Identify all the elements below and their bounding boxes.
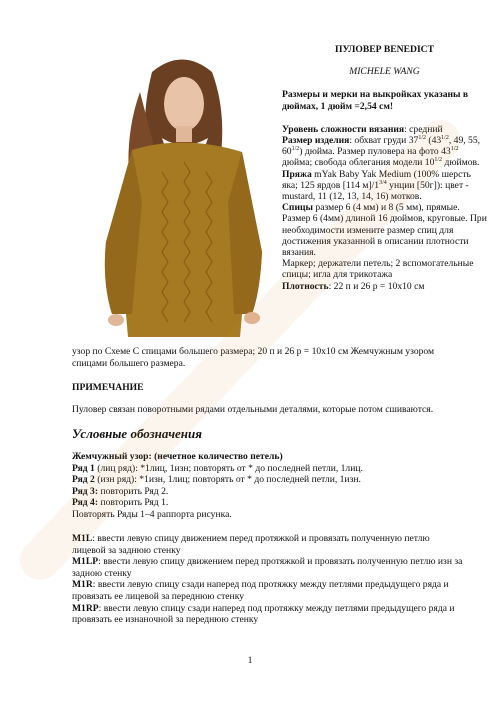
sizes-note: Размеры и мерки на выкройках указаны в дюймах, 1 дюйм =2,54 см! (282, 89, 469, 112)
seed-stitch-title: Жемчужный узор: (нечетное количество петель) (72, 451, 283, 462)
size-spec: Размер изделия: обхват груди $37^{1/2}$ ($43^{1/2}$, 49, 55, $60^{1/2}$) дюйма. Размер пуловера на фото $43^{1/2}$ дюйма; свобода облегания модели $10^{1/2}$ дюймов. (282, 134, 481, 169)
abbr-m1rp: M1RP: ввести левую спицу сзади наперед под протяжку между петлями предыдущего ряда и провязать ее изнаночной за переднюю стенку (72, 602, 455, 626)
density-continuation: узор по Схеме С спицами большего размера; 20 п и 26 р = 10х10 см Жемчужным узором спицами большего размера. (72, 346, 435, 369)
density-spec: Плотность: 22 п и 26 р = 10х10 см (282, 280, 425, 292)
abbr-m1lp: M1LP: ввести левую спицу движением перед протяжкой и провязать полученную петлю изн за задною стенку (72, 556, 463, 579)
designer-name: MICHELE WANG (349, 66, 420, 78)
note-text: Пуловер связан поворотными рядами отдельными деталями, которые потом сшиваются. (72, 404, 434, 415)
abbr-m1l: M1L: ввести левую спицу движением перед протяжкой и провязать полученную петлю лицевой за заднюю стенку (72, 533, 430, 556)
note-heading: ПРИМЕЧАНИЕ (72, 382, 144, 393)
difficulty-value: : средний (404, 123, 443, 135)
repeat-instruction: Повторять Ряды 1–4 раппорта рисунка. (72, 508, 232, 520)
needles-spec: Спицы размер 6 (4 мм) и 8 (5 мм), прямые. Размер 6 (4мм) длиной 16 дюймов, круговые. При необходимости измените размер спиц для достижения указанной в описании плотности вязания. (282, 202, 487, 259)
yarn-label: Пряжа (282, 168, 312, 180)
legend-heading: Условные обозначения (72, 426, 202, 441)
row-4: Ряд 4: повторить Ряд 1. (72, 497, 169, 509)
page-number: 1 (247, 655, 253, 666)
yarn-spec: Пряжа mYak Baby Yak Medium (100% шерсть яка; 125 ярдов [114 $м]/1^{3/4}$ унции [50г]): цвет - mustard, 11 (12, 13, 14, 16) мотков. (282, 168, 471, 203)
density-label: Плотность (282, 280, 329, 292)
difficulty-level (282, 124, 487, 135)
seed-stitch-section (72, 451, 464, 521)
row-2: Ряд 2 (изн ряд): *1изн, 1лиц; повторять от * до последней петли, 1изн. (72, 474, 361, 486)
notions-spec: Маркер; держатели петель; 2 вспомогательные спицы; игла для трикотажа (282, 258, 474, 281)
difficulty-label: Уровень сложности вязания (282, 123, 405, 135)
model-photo (92, 52, 270, 352)
size-label: Размер изделия (282, 135, 350, 147)
abbreviations (72, 533, 464, 626)
header-column (282, 44, 487, 292)
pattern-title: ПУЛОВЕР BENEDICT (334, 44, 435, 55)
needles-label: Спицы (282, 202, 314, 214)
row-1: Ряд 1 (лиц ряд): *1лиц, 1изн; повторять от * до последней петли, 1лиц. (72, 462, 363, 474)
row-3: Ряд 3: повторить Ряд 2. (72, 485, 169, 497)
abbr-m1r: M1R: ввести левую спицу сзади наперед под протяжку между петлями предыдущего ряда и провязать ее лицевой за переднюю стенку (72, 579, 449, 602)
